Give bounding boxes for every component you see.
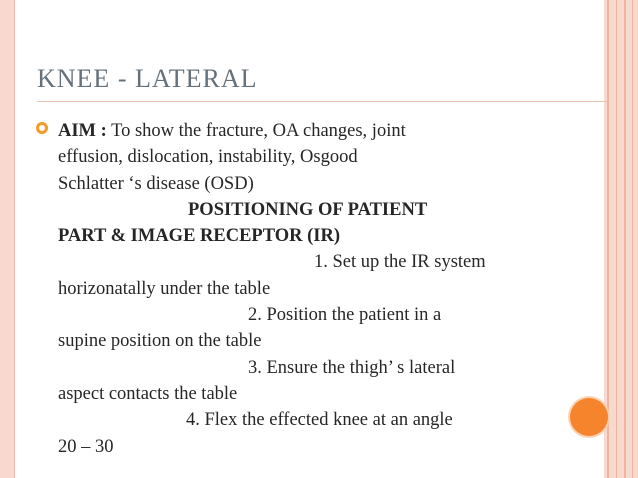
aim-line xyxy=(58,118,558,144)
step-3-line-b: aspect contacts the table xyxy=(58,383,238,404)
step-4-line-a: 4. Flex the effected knee at an angle xyxy=(186,410,453,431)
step-2-line-b: supine position on the table xyxy=(58,331,262,352)
frame-stripe xyxy=(607,0,609,478)
right-frame-border xyxy=(604,0,638,478)
slide-body xyxy=(58,118,558,460)
aim-text: To show the fracture, OA changes, joint xyxy=(106,121,406,141)
aim-text-line-2: effusion, dislocation, instability, Osgood xyxy=(58,147,358,168)
step-2-line-a: 2. Position the patient in a xyxy=(248,305,442,326)
aim-label: AIM : xyxy=(58,121,107,141)
heading-line-2 xyxy=(58,223,558,249)
frame-stripe xyxy=(632,0,633,478)
bullet-circle-icon xyxy=(36,122,48,134)
frame-stripe xyxy=(616,0,617,478)
step-1-line-b: horizonatally under the table xyxy=(58,278,271,299)
aim-text-line-3: Schlatter ‘s disease (OSD) xyxy=(58,173,254,194)
receptor-heading: PART & IMAGE RECEPTOR (IR) xyxy=(58,226,340,247)
step-1-line-a: 1. Set up the IR system xyxy=(314,252,486,273)
slide-title: KNEE - LATERAL xyxy=(37,64,258,93)
title-divider xyxy=(37,101,607,102)
heading-line-1 xyxy=(58,197,558,223)
left-frame-border xyxy=(0,0,15,478)
frame-stripe xyxy=(624,0,626,478)
step-4-line-b: 20 – 30 xyxy=(58,436,114,457)
accent-dot xyxy=(570,398,608,436)
positioning-heading: POSITIONING OF PATIENT xyxy=(188,199,428,220)
step-3-line-a: 3. Ensure the thigh’ s lateral xyxy=(248,357,456,378)
